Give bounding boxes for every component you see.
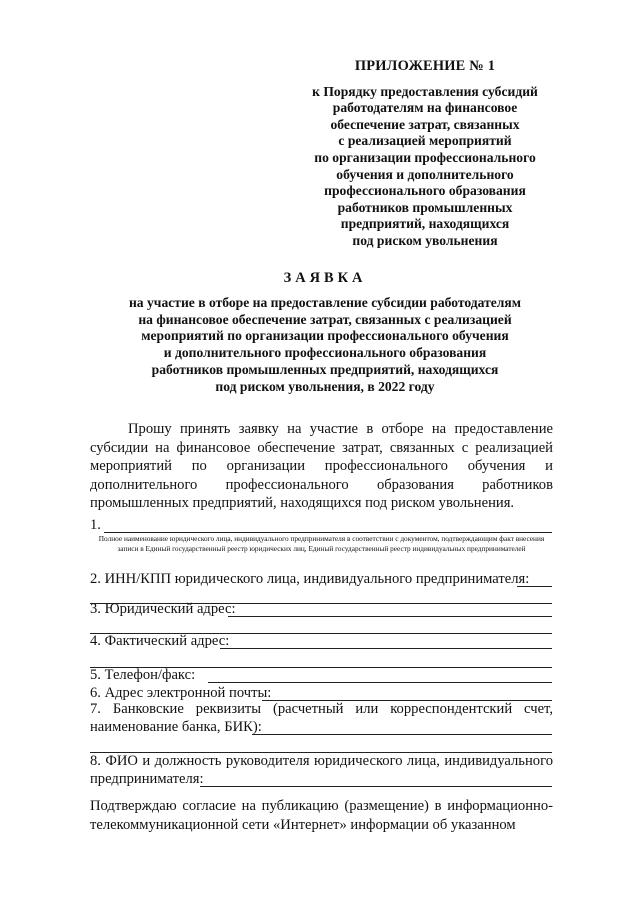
field-7-label: 7. Банковские реквизиты (расчетный или корреспондентский счет, наименование банка, БИК): [90,701,553,735]
field-5-label: 5. Телефон/факс: [90,667,196,683]
heading-line: мероприятий по организации профессионального обучения [141,328,509,344]
appendix-line: работников промышленных [337,199,513,215]
field-7-line[interactable] [252,734,552,735]
field-1-note: Полное наименование юридического лица, индивидуального предпринимателя в соответствии с документом, подтверждающим факт внесения записи в Единый государственный реестр юридических лиц, Единый государственный реестр индивидуальных предпринимателей [98,534,545,553]
field-1-line[interactable] [104,532,552,533]
consent-paragraph: Подтверждаю согласие на публикацию (размещение) в информационно-телекоммуникационной сети «Интернет» информации об указанном [90,798,553,833]
field-6-label: 6. Адрес электронной почты: [90,685,272,701]
field-1-number: 1. [90,517,101,533]
field-8-label: 8. ФИО и должность руководителя юридического лица, индивидуального предпринимателя: [90,753,553,787]
appendix-line: по организации профессионального [314,149,536,165]
appendix-line: предприятий, находящихся [340,216,510,232]
field-8-line[interactable] [200,786,552,787]
heading-line: работников промышленных предприятий, находящихся [151,361,499,377]
application-heading [90,270,560,396]
appendix-line: работодателям на финансовое [332,100,518,116]
field-5-line[interactable] [208,682,552,683]
field-3-line[interactable] [228,616,552,617]
field-4-label: 4. Фактический адрес: [90,633,230,649]
field-2-label: 2. ИНН/КПП юридического лица, индивидуального предпринимателя: [90,571,530,587]
document-title: ЗАЯВКА [283,270,367,286]
appendix-line: обеспечение затрат, связанных [330,116,520,132]
heading-line: и дополнительного профессионального образования [163,345,487,361]
appendix-block [300,58,550,250]
field-2-line[interactable] [517,586,552,587]
appendix-line: профессионального образования [324,183,526,199]
heading-line: на участие в отборе на предоставление субсидии работодателям [128,294,522,310]
appendix-line: к Порядку предоставления субсидий [312,83,538,99]
heading-line: под риском увольнения, в 2022 году [215,378,435,394]
appendix-line: под риском увольнения [352,232,498,248]
appendix-line: обучения и дополнительного [336,166,514,182]
heading-line: на финансовое обеспечение затрат, связанных с реализацией [138,311,512,327]
intro-paragraph: Прошу принять заявку на участие в отборе на предоставление субсидии на финансовое обеспечение затрат, связанных с реализацией мероприятий по организации профессионального обучения и дополнительного профессионального образования работников промышленных предприятий, находящихся под риском увольнения. [90,421,553,512]
field-4-line[interactable] [220,648,552,649]
field-3-label: 3. Юридический адрес: [90,601,236,617]
appendix-line: с реализацией мероприятий [338,133,512,149]
appendix-title: ПРИЛОЖЕНИЕ № 1 [354,58,496,74]
